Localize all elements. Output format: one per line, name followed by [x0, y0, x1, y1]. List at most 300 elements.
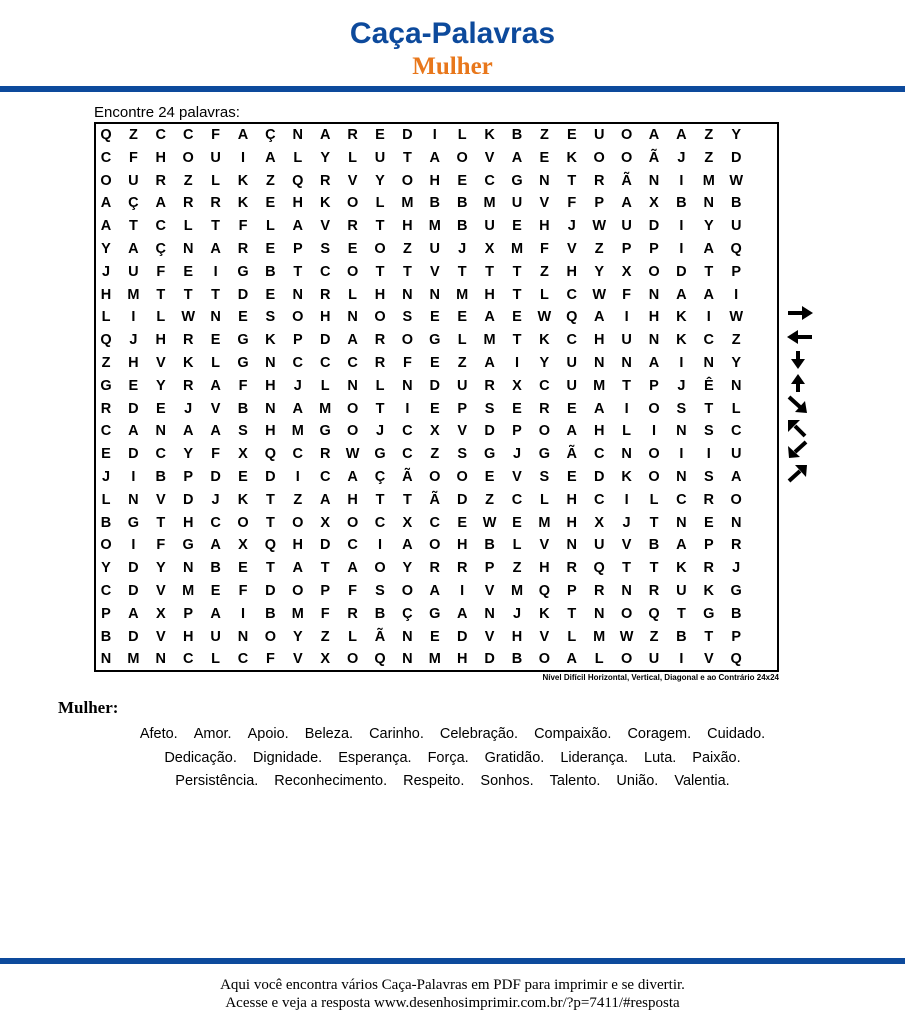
grid-letter: Ã: [621, 172, 632, 189]
grid-letter: S: [703, 469, 714, 485]
grid-letter: B: [155, 469, 167, 485]
grid-letter: Z: [183, 172, 193, 189]
grid-letter: B: [648, 537, 660, 554]
grid-letter: U: [593, 127, 605, 143]
grid-letter: C: [319, 355, 331, 371]
grid-letter: Q: [538, 583, 551, 599]
grid-letter: D: [128, 583, 139, 599]
grid-letter: E: [539, 149, 550, 166]
grid-letter: P: [512, 423, 522, 440]
grid-letter: K: [265, 332, 276, 349]
grid-letter: P: [292, 332, 303, 349]
grid-letter: G: [319, 423, 331, 440]
grid-letter: X: [484, 241, 495, 257]
grid-letter: O: [730, 491, 742, 508]
grid-letter: I: [295, 469, 300, 485]
grid-letter: C: [210, 514, 221, 531]
level-note: Nível Difícil Horizontal, Vertical, Diagonal e ao Contrário 24x24: [542, 673, 779, 682]
grid-letter: U: [210, 149, 221, 166]
grid-letter: A: [402, 537, 413, 554]
grid-letter: N: [429, 286, 441, 303]
grid-letter: C: [319, 263, 331, 280]
grid-letter: R: [374, 355, 386, 371]
grid-letter: N: [676, 514, 687, 531]
up-right-arrow-icon: [786, 463, 814, 483]
word-list-item: Amor.: [193, 726, 232, 742]
grid-letter: E: [210, 583, 221, 599]
grid-letter: R: [730, 537, 742, 554]
grid-letter: G: [182, 537, 194, 554]
grid-letter: O: [346, 400, 359, 417]
grid-letter: L: [375, 195, 385, 212]
word-list-item: Beleza.: [304, 726, 354, 742]
grid-letter: L: [293, 149, 303, 166]
grid-letter: F: [567, 195, 577, 212]
grid-letter: U: [456, 377, 468, 394]
grid-letter: O: [264, 628, 277, 645]
grid-letter: P: [731, 628, 742, 645]
page-title: Caça-Palavras: [349, 17, 556, 50]
grid-letter: N: [730, 377, 742, 394]
grid-letter: L: [183, 218, 193, 235]
grid-letter: Ã: [402, 469, 413, 485]
grid-letter: M: [428, 218, 441, 235]
grid-letter: Y: [731, 127, 742, 143]
grid-letter: T: [512, 332, 522, 349]
word-list-item: Talento.: [549, 773, 601, 789]
grid-letter: T: [211, 218, 221, 235]
grid-letter: U: [429, 241, 441, 257]
grid-letter: V: [210, 400, 221, 417]
grid-letter: G: [374, 446, 386, 463]
grid-letter: X: [649, 195, 659, 212]
grid-letter: N: [730, 514, 742, 531]
grid-letter: D: [265, 583, 276, 599]
grid-letter: I: [734, 286, 739, 303]
grid-letter: N: [593, 605, 605, 622]
grid-letter: C: [292, 355, 304, 371]
grid-letter: A: [347, 332, 358, 349]
grid-letter: A: [511, 149, 523, 166]
grid-letter: H: [648, 309, 660, 326]
grid-letter: A: [429, 149, 441, 166]
grid-letter: E: [429, 309, 440, 326]
grid-letter: N: [182, 560, 194, 577]
grid-letter: R: [237, 241, 249, 257]
grid-letter: J: [184, 400, 193, 417]
grid-letter: L: [512, 537, 522, 554]
grid-letter: L: [348, 149, 358, 166]
grid-letter: C: [155, 218, 167, 235]
grid-letter: K: [703, 583, 715, 599]
grid-letter: M: [483, 332, 496, 349]
grid-letter: I: [131, 309, 136, 326]
grid-letter: I: [131, 537, 136, 554]
grid-letter: L: [649, 491, 659, 508]
grid-letter: O: [401, 332, 414, 349]
grid-letter: H: [593, 423, 605, 440]
grid-letter: T: [704, 628, 714, 645]
grid-letter: I: [405, 400, 410, 417]
grid-letter: V: [155, 583, 166, 599]
grid-letter: N: [347, 309, 358, 326]
grid-letter: T: [649, 560, 659, 577]
grid-letter: Z: [539, 263, 549, 280]
grid-letter: I: [706, 309, 711, 326]
grid-letter: W: [592, 286, 607, 303]
grid-letter: H: [128, 355, 139, 371]
grid-letter: K: [319, 195, 331, 212]
grid-letter: Z: [485, 491, 495, 508]
grid-letter: E: [265, 286, 276, 303]
grid-letter: C: [703, 332, 715, 349]
grid-letter: H: [456, 651, 468, 668]
down-right-arrow-icon: [786, 395, 814, 415]
grid-letter: H: [566, 514, 578, 531]
grid-letter: X: [402, 514, 413, 531]
grid-letter: R: [566, 560, 578, 577]
grid-letter: L: [265, 218, 275, 235]
grid-letter: I: [131, 469, 136, 485]
word-list-item: Gratidão.: [484, 750, 545, 766]
grid-letter: V: [539, 537, 550, 554]
grid-letter: P: [292, 241, 303, 257]
grid-letter: N: [402, 286, 413, 303]
grid-letter: N: [347, 377, 358, 394]
grid-letter: Y: [703, 218, 714, 235]
grid-letter: X: [512, 377, 522, 394]
grid-letter: A: [648, 355, 660, 371]
grid-letter: L: [156, 309, 166, 326]
grid-letter: W: [537, 309, 552, 326]
grid-letter: X: [320, 514, 331, 531]
word-list-item: Celebração.: [439, 726, 519, 742]
grid-letter: H: [155, 149, 167, 166]
grid-letter: K: [539, 332, 550, 349]
grid-letter: S: [320, 241, 331, 257]
grid-letter: I: [240, 605, 246, 622]
grid-letter: H: [484, 286, 495, 303]
grid-letter: O: [346, 423, 359, 440]
instruction-text: Encontre 24 palavras:: [94, 104, 240, 121]
grid-letter: Z: [430, 446, 440, 463]
grid-letter: O: [346, 651, 359, 668]
grid-letter: X: [429, 423, 440, 440]
grid-letter: O: [620, 605, 633, 622]
grid-letter: N: [621, 355, 632, 371]
grid-letter: J: [293, 377, 302, 394]
word-list-item: Persistência.: [175, 773, 259, 789]
grid-letter: A: [703, 286, 715, 303]
grid-letter: Q: [100, 127, 112, 143]
grid-letter: L: [320, 377, 330, 394]
grid-letter: K: [676, 332, 687, 349]
grid-letter: D: [429, 377, 441, 394]
grid-letter: Y: [402, 560, 413, 577]
grid-letter: R: [703, 560, 715, 577]
grid-letter: Y: [320, 149, 331, 166]
grid-letter: Ã: [374, 628, 386, 645]
grid-letter: C: [484, 172, 495, 189]
grid-letter: C: [155, 127, 167, 143]
grid-letter: C: [182, 127, 194, 143]
grid-letter: T: [567, 172, 577, 189]
grid-letter: Y: [101, 241, 111, 257]
grid-letter: I: [679, 355, 684, 371]
grid-letter: D: [456, 491, 468, 508]
direction-legend: [786, 304, 816, 484]
grid-letter: T: [293, 263, 303, 280]
grid-letter: Z: [265, 172, 275, 189]
grid-letter: T: [156, 286, 166, 303]
grid-letter: I: [213, 263, 218, 280]
grid-letter: N: [484, 605, 495, 622]
grid-letter: W: [482, 514, 497, 531]
grid-letter: X: [238, 537, 248, 554]
grid-letter: T: [622, 377, 632, 394]
grid-letter: X: [594, 514, 605, 531]
grid-letter: C: [100, 423, 112, 440]
grid-letter: A: [210, 377, 221, 394]
grid-letter: O: [401, 172, 414, 189]
grid-letter: P: [484, 560, 495, 577]
grid-letter: A: [210, 537, 221, 554]
grid-letter: A: [566, 423, 578, 440]
grid-letter: H: [374, 286, 386, 303]
grid-letter: Y: [539, 355, 550, 371]
grid-letter: Ç: [402, 605, 413, 622]
grid-letter: Ç: [128, 195, 139, 212]
grid-letter: G: [429, 605, 441, 622]
top-divider: [0, 86, 905, 92]
word-list-line: [0, 749, 905, 767]
grid-letter: U: [210, 628, 221, 645]
grid-letter: S: [484, 400, 495, 417]
grid-letter: A: [155, 195, 167, 212]
grid-letter: C: [155, 446, 167, 463]
grid-letter: E: [128, 377, 139, 394]
grid-letter: J: [211, 491, 220, 508]
grid-letter: V: [703, 651, 714, 668]
grid-letter: L: [594, 651, 604, 668]
grid-letter: T: [265, 491, 275, 508]
grid-letter: E: [512, 400, 522, 417]
grid-letter: V: [512, 469, 522, 485]
grid-letter: C: [429, 514, 441, 531]
grid-letter: J: [129, 332, 138, 349]
grid-letter: A: [128, 605, 139, 622]
grid-letter: O: [374, 309, 386, 326]
grid-letter: W: [181, 309, 196, 326]
grid-letter: T: [375, 218, 385, 235]
grid-letter: L: [731, 400, 741, 417]
grid-letter: N: [237, 628, 249, 645]
grid-letter: O: [456, 469, 468, 485]
grid-letter: D: [319, 537, 331, 554]
grid-letter: N: [621, 583, 632, 599]
grid-letter: X: [621, 263, 632, 280]
grid-letter: M: [510, 241, 524, 257]
grid-letter: I: [651, 423, 657, 440]
grid-letter: N: [703, 195, 715, 212]
grid-letter: O: [346, 263, 359, 280]
grid-letter: H: [182, 628, 194, 645]
grid-letter: C: [676, 491, 687, 508]
word-list-item: Dignidade.: [252, 750, 323, 766]
grid-letter: P: [621, 241, 632, 257]
grid-letter: L: [539, 286, 549, 303]
grid-letter: Z: [649, 628, 659, 645]
grid-letter: I: [240, 149, 246, 166]
grid-letter: K: [237, 195, 249, 212]
grid-letter: T: [402, 263, 412, 280]
grid-letter: B: [100, 514, 112, 531]
grid-letter: U: [676, 583, 687, 599]
grid-letter: K: [676, 309, 687, 326]
grid-letter: E: [512, 309, 522, 326]
grid-letter: E: [512, 514, 522, 531]
grid-letter: E: [155, 400, 166, 417]
grid-letter: O: [429, 537, 441, 554]
grid-letter: S: [676, 400, 687, 417]
grid-letter: B: [676, 628, 687, 645]
grid-letter: T: [183, 286, 193, 303]
grid-letter: C: [347, 355, 358, 371]
word-list-item: Valentia.: [674, 773, 730, 789]
grid-letter: R: [347, 218, 358, 235]
grid-letter: S: [238, 423, 248, 440]
grid-letter: W: [592, 218, 607, 235]
grid-letter: C: [292, 446, 304, 463]
grid-letter: N: [648, 286, 660, 303]
grid-letter: A: [676, 127, 687, 143]
grid-letter: E: [566, 400, 577, 417]
grid-letter: C: [402, 446, 413, 463]
grid-letter: V: [155, 628, 166, 645]
grid-letter: Y: [183, 446, 194, 463]
grid-letter: W: [729, 172, 744, 189]
grid-letter: Ç: [374, 469, 386, 485]
grid-letter: Z: [512, 560, 522, 577]
grid-letter: Q: [730, 651, 742, 668]
grid-letter: J: [732, 560, 741, 577]
grid-letter: U: [511, 195, 523, 212]
grid-letter: A: [100, 195, 112, 212]
grid-letter: R: [182, 332, 194, 349]
grid-letter: O: [100, 537, 112, 554]
grid-letter: Q: [264, 537, 277, 554]
grid-letter: M: [127, 286, 140, 303]
grid-letter: A: [730, 469, 742, 485]
grid-letter: J: [512, 605, 522, 622]
grid-letter: V: [539, 195, 550, 212]
grid-letter: R: [484, 377, 495, 394]
grid-letter: P: [183, 605, 194, 622]
grid-letter: O: [182, 149, 194, 166]
grid-letter: K: [182, 355, 194, 371]
grid-letter: H: [429, 172, 441, 189]
grid-letter: Q: [566, 309, 578, 326]
grid-letter: D: [676, 263, 687, 280]
down-left-arrow-icon: [786, 440, 814, 460]
grid-letter: T: [512, 263, 522, 280]
grid-letter: T: [375, 263, 385, 280]
grid-letter: H: [100, 286, 112, 303]
grid-letter: M: [538, 514, 551, 531]
grid-letter: I: [624, 309, 629, 326]
left-arrow-icon: [786, 328, 814, 346]
grid-letter: O: [620, 651, 633, 668]
grid-letter: T: [265, 560, 275, 577]
grid-letter: A: [593, 309, 605, 326]
grid-letter: T: [375, 491, 385, 508]
grid-letter: B: [730, 605, 742, 622]
grid-letter: C: [566, 286, 578, 303]
grid-letter: Z: [402, 241, 412, 257]
grid-letter: P: [320, 583, 331, 599]
grid-letter: U: [730, 218, 742, 235]
grid-letter: W: [345, 446, 360, 463]
grid-letter: A: [484, 309, 495, 326]
grid-letter: Q: [374, 651, 386, 668]
grid-letter: A: [621, 195, 632, 212]
grid-letter: M: [182, 583, 195, 599]
grid-letter: F: [238, 583, 248, 599]
grid-letter: O: [237, 514, 249, 531]
grid-letter: O: [538, 651, 551, 668]
grid-letter: G: [483, 446, 496, 463]
grid-letter: N: [292, 286, 304, 303]
grid-letter: F: [265, 651, 275, 668]
grid-letter: A: [292, 218, 304, 235]
grid-letter: L: [457, 127, 467, 143]
grid-letter: B: [456, 195, 468, 212]
grid-letter: E: [210, 332, 221, 349]
grid-letter: A: [265, 149, 276, 166]
grid-letter: P: [649, 377, 659, 394]
grid-letter: H: [182, 514, 194, 531]
grid-letter: D: [210, 469, 221, 485]
grid-letter: N: [292, 127, 304, 143]
page-subtitle: Mulher: [412, 53, 493, 80]
grid-letter: C: [511, 491, 523, 508]
grid-letter: A: [292, 560, 304, 577]
grid-letter: G: [237, 355, 249, 371]
grid-letter: D: [128, 400, 139, 417]
word-list-item: Respeito.: [403, 773, 465, 789]
grid-letter: C: [593, 491, 605, 508]
grid-letter: E: [265, 195, 276, 212]
grid-letter: T: [676, 605, 686, 622]
grid-letter: P: [457, 400, 468, 417]
word-list-item: Força.: [427, 750, 469, 766]
grid-letter: I: [514, 355, 520, 371]
grid-letter: W: [619, 628, 634, 645]
grid-letter: T: [156, 514, 166, 531]
grid-letter: Y: [375, 172, 385, 189]
grid-letter: V: [484, 149, 495, 166]
grid-letter: P: [566, 583, 577, 599]
grid-letter: A: [703, 241, 715, 257]
grid-letter: V: [566, 241, 577, 257]
grid-letter: A: [429, 583, 441, 599]
grid-letter: N: [676, 423, 687, 440]
grid-letter: U: [128, 172, 139, 189]
grid-letter: L: [375, 377, 385, 394]
grid-letter: A: [676, 286, 687, 303]
grid-letter: F: [348, 583, 358, 599]
grid-letter: O: [620, 127, 633, 143]
